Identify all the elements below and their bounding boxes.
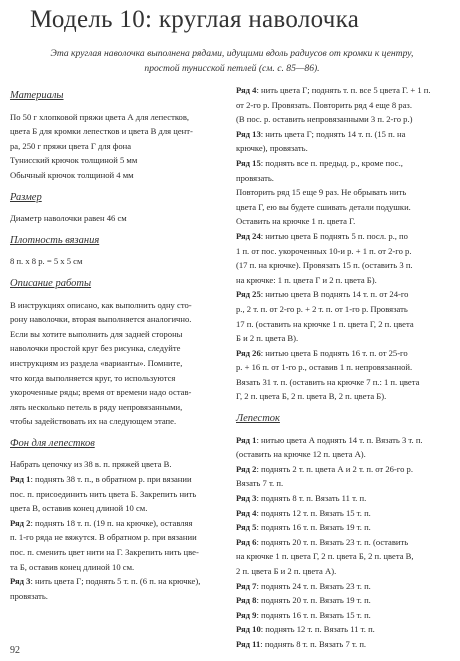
description-line: рону наволочки, вторая выполняется аналогично. [10,314,192,325]
row-label: Ряд 2 [10,517,31,528]
size-heading: Размер [10,191,42,203]
instruction-line [236,274,454,287]
row-text: : поднять 16 т. п. Вязать 19 т. п. [256,522,371,533]
row-text: 1 п. от пос. укороченных 10-и р. + 1 п. от 2-го р. [236,245,412,256]
page-title: Модель 10: круглая наволочка [30,6,360,33]
petal-rows [236,434,454,651]
instruction-line [236,448,454,461]
row-label: Ряд 2 [236,463,257,474]
petals-heading: Лепесток [236,413,280,425]
row-label: Ряд 9 [236,609,257,620]
intro-text [24,46,440,76]
row-text: : нитью цвета Б поднять 16 т. п. от 25-го [260,347,408,358]
row-text: : поднять 24 т. п. Вязать 23 т. п. [256,580,371,591]
description-line: Если вы хотите выполнить для задней стороны [10,328,183,339]
gauge-text: 8 п. х 8 р. = 5 х 5 см [10,256,83,267]
row-label: Ряд 24 [236,230,261,241]
row-text: : поднять 12 т. п. Вязать 15 т. п. [256,507,371,518]
row-text: Повторить ряд 15 еще 9 раз. Не обрывать нить [236,187,407,198]
row-label: Ряд 8 [236,595,257,606]
row-text: : поднять 8 т. п. Вязать 7 т. п. [260,638,367,649]
materials-line: цвета Б для кромки лепестков и цвета В для цент- [10,126,193,137]
materials-heading: Материалы [10,90,64,101]
row-text: : поднять 2 т. п. цвета А и 2 т. п. от 26-го р. [256,463,413,474]
background-heading: Фон для лепестков [10,437,95,449]
description-line: В инструкциях описано, как выполнить одну сто- [10,299,192,310]
instruction-line [236,128,454,141]
description-line: инструкциям из раздела «варианты». Помните, [10,357,183,368]
instruction-line [236,245,454,258]
row-text: крючке), провязать. [236,143,308,154]
instruction-line [236,361,454,374]
instruction-line [236,434,454,447]
row-label: Ряд 1 [10,474,31,485]
row-label: Ряд 4 [236,507,257,518]
row-text: : нитью цвета А поднять 14 т. п. Вязать 3 т. п. [256,434,423,445]
instruction-line [236,376,454,389]
intro-line-1: Эта круглая наволочка выполнена рядами, идущими вдоль радиусов от кромки к центру, [50,48,414,59]
instruction-line [236,230,454,243]
row-label: Ряд 3 [10,576,31,587]
row-text: Вязать 31 т. п. (оставить на крючке 7 п.: 1 п. цвета [236,376,420,387]
row-label: Ряд 5 [236,522,257,533]
instruction-line [236,507,454,520]
row-text: : нитью цвета Б поднять 5 п. посл. р., по [260,230,408,241]
continued-rows [236,84,454,403]
instruction-line [236,259,454,272]
description-text [10,299,228,428]
row-label: Ряд 26 [236,347,261,358]
instruction-line [236,463,454,476]
instruction-line [236,201,454,214]
instruction-line [236,536,454,549]
row-text: : нить цвета Г; поднять т. п. все 5 цвета Г. + 1 п. [256,85,431,95]
instruction-line [236,99,454,112]
instruction-line [236,565,454,578]
description-line: что когда выполняется круг, то используются [10,372,176,383]
instruction-line [236,157,454,170]
instruction-line [236,521,454,534]
instruction-line [10,458,228,471]
gauge-heading: Плотность вязания [10,234,100,246]
instruction-line [10,502,228,515]
row-text: Вязать 7 т. п. [236,478,284,489]
instruction-line [236,84,454,97]
materials-line: ра, 250 г пряжи цвета Г для фона [10,140,132,151]
description-line: укороченные ряды; время от времени надо остав- [10,387,192,398]
size-text: Диаметр наволочки равен 46 см [10,213,127,224]
row-label: Ряд 3 [236,493,257,504]
row-text: Оставить на крючке 1 п. цвета Г. [236,216,356,227]
instruction-line [10,488,228,501]
row-label: Ряд 1 [236,434,257,445]
row-text: (В пос. р. оставить непровязанными 3 п. 2-го р.) [236,114,413,125]
instruction-line [10,575,228,588]
row-text: 2 п. цвета Б и 2 п. цвета А). [236,566,337,576]
instruction-line [236,318,454,331]
row-text: на крючке: 1 п. цвета Г и 2 п. цвета Б). [236,274,377,285]
row-text: пос. п. присоединить нить цвета Б. Закрепить нить [10,488,197,499]
row-label: Ряд 6 [236,536,257,547]
instruction-line [236,215,454,228]
instruction-line [236,550,454,563]
row-label: Ряд 25 [236,289,261,300]
instruction-line [236,492,454,505]
materials-line: Тунисский крючок толщиной 5 мм [10,155,138,166]
row-text: от 2-го р. Провязать. Повторить ряд 4 еще 8 раз. [236,99,412,110]
row-text: Набрать цепочку из 38 в. п. пряжей цвета В. [10,459,172,470]
row-text: : поднять 16 т. п. Вязать 15 т. п. [256,609,371,620]
instruction-line [10,590,228,603]
row-text: : нить цвета Г; поднять 14 т. п. (15 п. на [260,128,406,139]
description-heading: Описание работы [10,277,92,289]
left-column [10,90,228,604]
instruction-line [236,347,454,360]
row-text: (оставить на крючке 12 п. цвета А). [236,449,366,460]
page-number: 92 [10,645,20,656]
row-text: на крючке 1 п. цвета Г, 2 п. цвета Б, 2 п. цвета В, [236,551,414,562]
row-text: та Б, оставив конец длиной 10 см. [10,561,135,572]
row-text: цвета Г, ею вы будете сшивать детали подушки. [236,201,411,212]
row-text: (17 п. на крючке). Провязать 15 п. (оставить 3 п. [236,260,413,271]
instruction-line [236,332,454,345]
row-text: р. + 16 п. от 1-го р., оставив 1 п. непровязанной. [236,362,413,373]
row-text: : поднять 8 т. п. Вязать 11 т. п. [256,493,367,504]
row-text: : нить цвета Г; поднять 5 т. п. (6 п. на крючке), [30,576,201,587]
materials-line: Обычный крючок толщиной 4 мм [10,169,134,180]
instruction-line [236,303,454,316]
description-line: чтобы задействовать их на следующем этапе. [10,416,177,427]
row-text: : поднять все п. предыд. р., кроме пос., [260,157,403,168]
row-text: Б и 2 п. цвета В). [236,333,299,344]
row-label: Ряд 11 [236,638,261,649]
row-text: р., 2 т. п. от 2-го р. + 2 т. п. от 1-го р. Провязать [236,303,408,314]
row-text: пос. п. сменить цвет нити на Г. Закрепить нить цве- [10,547,199,558]
row-text: провязать. [236,172,274,183]
row-text: провязать. [10,590,48,601]
materials-list [10,111,228,182]
instruction-line [236,477,454,490]
description-line: лять несколько петель в ряду непровязанными, [10,401,183,412]
instruction-line [236,113,454,126]
row-text: : нитью цвета В поднять 14 т. п. от 24-го [260,289,409,300]
row-label: Ряд 7 [236,580,257,591]
instruction-line [236,172,454,185]
instruction-line [236,288,454,301]
row-text: : поднять 12 т. п. Вязать 11 т. п. [260,624,375,635]
row-text: : поднять 20 т. п. Вязать 23 т. п. (оставить [256,536,409,547]
instruction-line [10,517,228,530]
instruction-line [236,142,454,155]
right-column [236,84,454,653]
instruction-line [236,638,454,651]
instruction-line [236,594,454,607]
description-line: наволочки простой круг без рисунка, следуйте [10,343,181,354]
intro-line-2: простой тунисской петлей (см. с. 85—86). [144,63,320,74]
instruction-line [10,561,228,574]
row-text: 17 п. (оставить на крючке 1 п. цвета Г, 2 п. цвета [236,318,414,329]
row-text: п. 1-го ряда не вяжутся. В обратном р. при вязании [10,532,197,543]
instruction-line [236,186,454,199]
materials-line: По 50 г хлопковой пряжи цвета А для лепестков, [10,111,190,122]
background-rows [10,458,228,602]
instruction-line [10,531,228,544]
instruction-line [10,473,228,486]
row-text: цвета В, оставив конец длиной 10 см. [10,503,148,514]
instruction-line [236,390,454,403]
row-label: Ряд 4 [236,85,257,95]
row-label: Ряд 13 [236,128,261,139]
row-label: Ряд 15 [236,157,261,168]
row-label: Ряд 10 [236,624,261,635]
row-text: : поднять 38 т. п., в обратном р. при вязании [30,474,192,485]
row-text: : поднять 18 т. п. (19 п. на крючке), оставляя [30,517,193,528]
instruction-line [236,623,454,636]
instruction-line [236,580,454,593]
row-text: Г, 2 п. цвета Б, 2 п. цвета В, 2 п. цвета Б). [236,391,387,402]
instruction-line [10,546,228,559]
instruction-line [236,609,454,622]
row-text: : поднять 20 т. п. Вязать 19 т. п. [256,595,371,606]
